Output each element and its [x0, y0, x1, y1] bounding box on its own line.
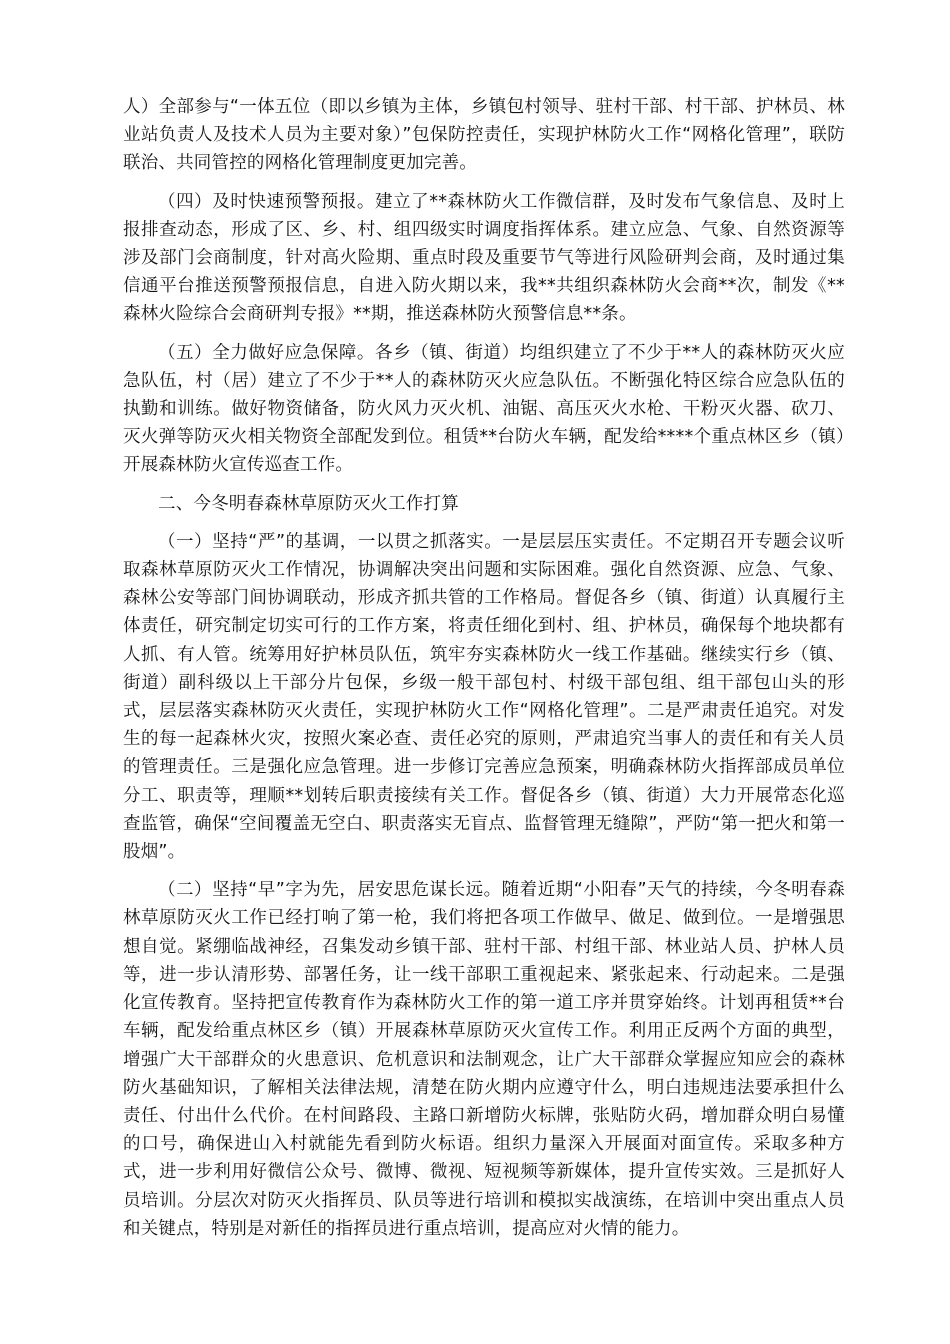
paragraph-continuation: 人）全部参与“一体五位（即以乡镇为主体，乡镇包村领导、驻村干部、村干部、护林员、林业站负责人及技术人员为主要对象）”包保防控责任，实现护林防火工作“网格化管理”，联防联治、共同管控的网格化管理制度更加完善。 — [123, 97, 845, 174]
paragraph-early-warning: （四）及时快速预警预报。建立了**森林防火工作微信群，及时发布气象信息、及时上报排查动态，形成了区、乡、村、组四级实时调度指挥体系。建立应急、气象、自然资源等涉及部门会商制度，针对高火险期、重点时段及重要节气等进行风险研判会商，及时通过集信通平台推送预警预报信息，自进入防火期以来，我**共组织森林防火会商**次，制发《**森林火险综合会商研判专报》**期，推送森林防火预警信息**条。 — [123, 191, 845, 325]
document-body — [123, 93, 845, 1253]
section-heading: 二、今冬明春森林草原防灭火工作打算 — [158, 493, 459, 514]
paragraph-early-action: （二）坚持“早”字为先，居安思危谋长远。随着近期“小阳春”天气的持续，今冬明春森林草原防灭火工作已经打响了第一枪，我们将把各项工作做早、做足、做到位。一是增强思想自觉。紧绷临战神经，召集发动乡镇干部、驻村干部、村组干部、林业站人员、护林人员等，进一步认清形势、部署任务，让一线干部职工重视起来、紧张起来、行动起来。二是强化宣传教育。坚持把宣传教育作为森林防火工作的第一道工序并贯穿始终。计划再租赁**台车辆，配发给重点林区乡（镇）开展森林草原防灭火宣传工作。利用正反两个方面的典型，增强广大干部群众的火患意识、危机意识和法制观念，让广大干部群众掌握应知应会的森林防火基础知识，了解相关法律法规，清楚在防火期内应遵守什么，明白违规违法要承担什么责任、付出什么代价。在村间路段、主路口新增防火标牌，张贴防火码，增加群众明白易懂的口号，确保进山入村就能先看到防火标语。组织力量深入开展面对面宣传。采取多种方式，进一步利用好微信公众号、微博、微视、短视频等新媒体，提升宣传实效。三是抓好人员培训。分层次对防灭火指挥员、队员等进行培训和模拟实战演练，在培训中突出重点人员和关键点，特别是对新任的指挥员进行重点培训，提高应对火情的能力。 — [123, 880, 845, 1239]
paragraph-strict-tone: （一）坚持“严”的基调，一以贯之抓落实。一是层层压实责任。不定期召开专题会议听取森林草原防灭火工作情况，协调解决突出问题和实际困难。强化自然资源、应急、气象、森林公安等部门间协调联动，形成齐抓共管的工作格局。督促各乡（镇、街道）认真履行主体责任，研究制定切实可行的工作方案，将责任细化到村、组、护林员，确保每个地块都有人抓、有人管。统筹用好护林员队伍，筑牢夯实森林防火一线工作基础。继续实行乡（镇、街道）副科级以上干部分片包保，乡级一般干部包村、村级干部包组、组干部包山头的形式，层层落实森林防灭火责任，实现护林防火工作“网格化管理”。二是严肃责任追究。对发生的每一起森林火灾，按照火案必查、责任必究的原则，严肃追究当事人的责任和有关人员的管理责任。三是强化应急管理。进一步修订完善应急预案，明确森林防火指挥部成员单位分工、职责等，理顺**划转后职责接续有关工作。督促各乡（镇、街道）大力开展常态化巡查监管，确保“空间覆盖无空白、职责落实无盲点、监督管理无缝隙”，严防“第一把火和第一股烟”。 — [123, 531, 845, 863]
paragraph-emergency-support: （五）全力做好应急保障。各乡（镇、街道）均组织建立了不少于**人的森林防灭火应急队伍，村（居）建立了不少于**人的森林防灭火应急队伍。不断强化特区综合应急队伍的执勤和训练。做好物资储备，防火风力灭火机、油锯、高压灭火水枪、干粉灭火器、砍刀、灭火弹等防灭火相关物资全部配发到位。租赁**台防火车辆，配发给****个重点林区乡（镇）开展森林防火宣传巡查工作。 — [123, 342, 845, 476]
